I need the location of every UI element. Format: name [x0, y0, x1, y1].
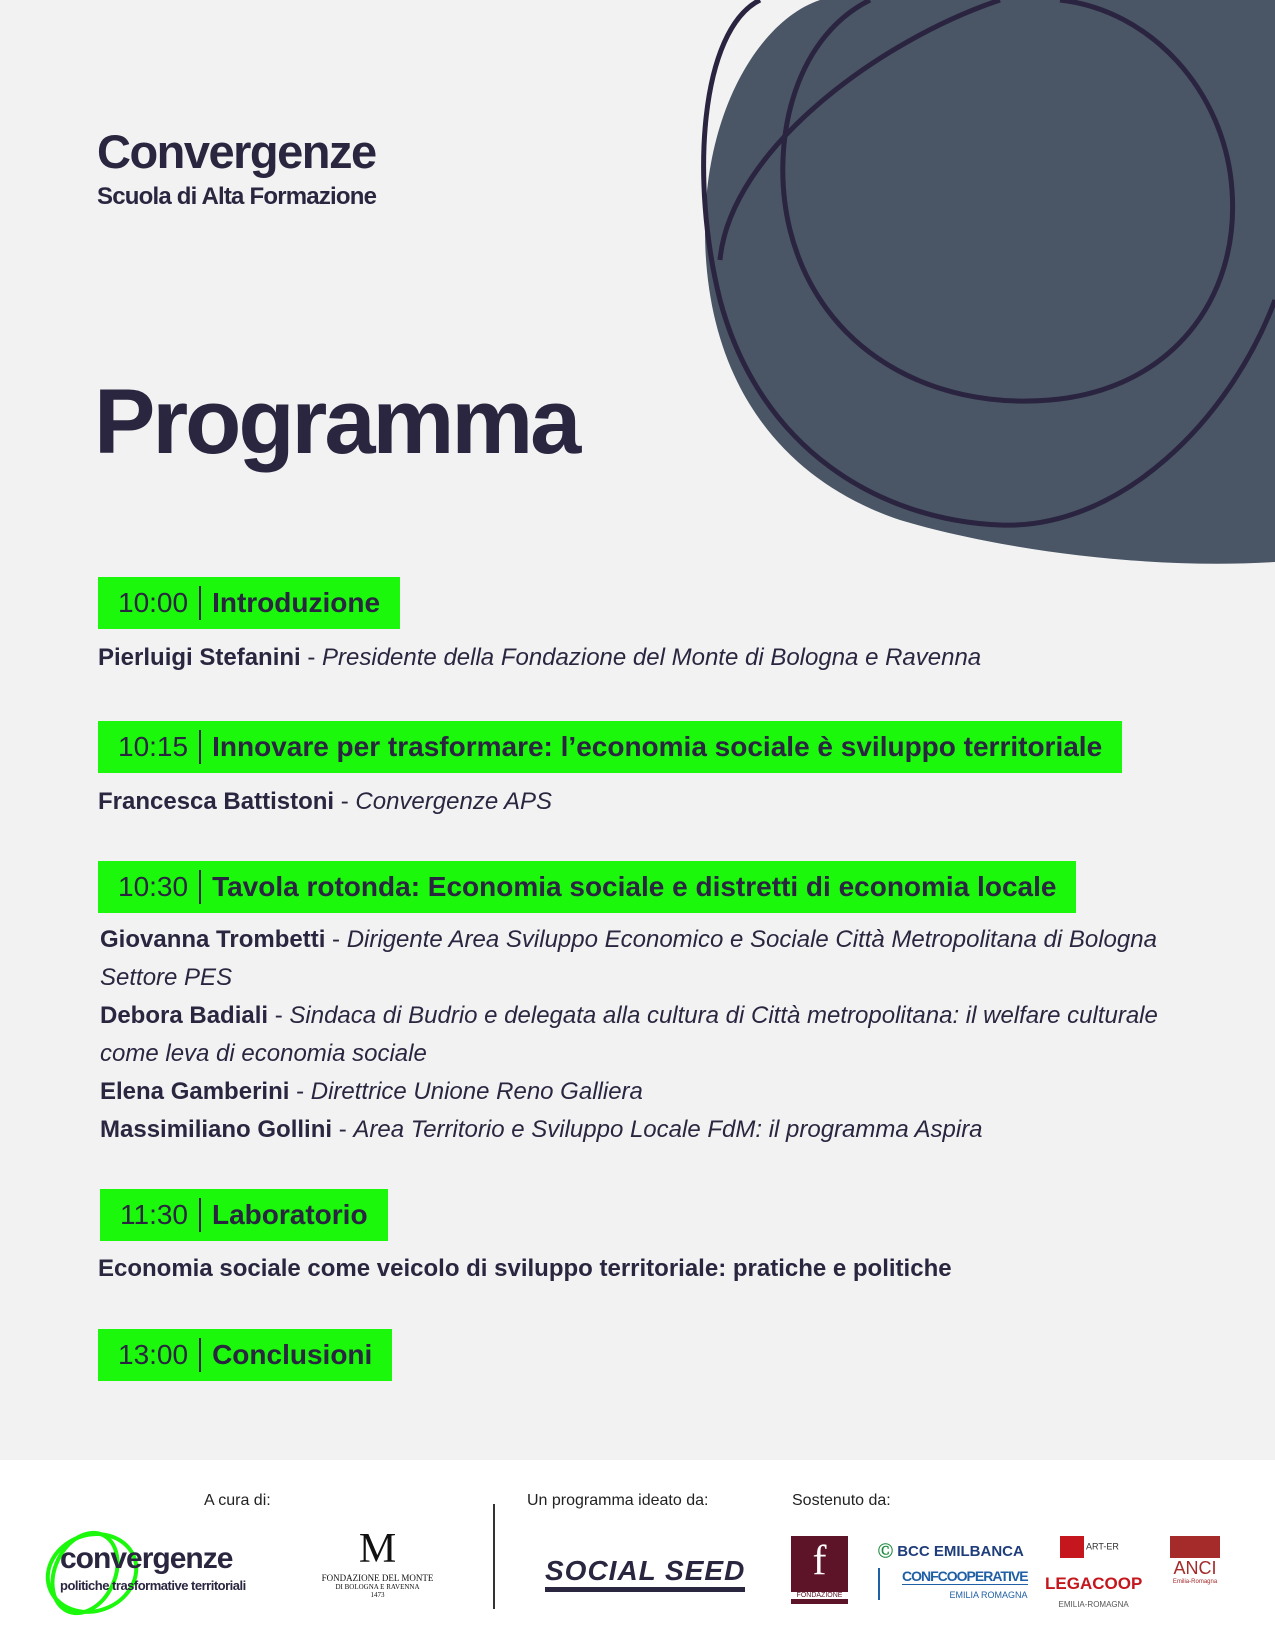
- speaker-role: Dirigente Area Sviluppo Economico e Sociale Città Metropolitana di Bologna Settore PES: [100, 926, 1157, 991]
- brand-subtitle: Scuola di Alta Formazione: [97, 183, 377, 210]
- speaker-name: Pierluigi Stefanini: [98, 644, 301, 671]
- curated-label: A cura di:: [204, 1492, 271, 1509]
- agenda-item: [98, 1329, 392, 1381]
- speaker-role: Convergenze APS: [355, 788, 552, 815]
- agenda-title: Innovare per trasformare: l’economia sociale è sviluppo territoriale: [212, 731, 1103, 762]
- agenda-title: Tavola rotonda: Economia sociale e distretti di economia locale: [212, 871, 1057, 902]
- agenda-time: 11:30: [120, 1199, 188, 1230]
- speaker-name: Francesca Battistoni: [98, 788, 335, 815]
- speaker-role: Presidente della Fondazione del Monte di Bologna e Ravenna: [322, 644, 982, 671]
- agenda-time: 10:30: [118, 871, 189, 902]
- page-title: Programma: [94, 371, 579, 473]
- agenda-item: 10:00 Introduzione Pierluigi Stefanini - Presidente della Fondazione del Monte di Bologna e Ravenna: [98, 577, 1158, 677]
- speaker-name: Elena Gamberini: [100, 1078, 290, 1105]
- ideated-label: Un programma ideato da:: [527, 1492, 709, 1509]
- legacoop-logo: LEGACOOP EMILIA-ROMAGNA: [1045, 1574, 1143, 1609]
- bcc-emilbanca-logo: Ⓒ BCC EMILBANCA: [878, 1543, 1024, 1560]
- agenda-title: Laboratorio: [212, 1199, 368, 1230]
- fondazione-logo: f FONDAZIONE: [791, 1536, 848, 1604]
- decorative-blob: [0, 0, 1275, 580]
- speaker-role: Sindaca di Budrio e delegata alla cultura di Città metropolitana: il welfare culturale come leva di economia sociale: [100, 1002, 1158, 1067]
- agenda-time: 13:00: [118, 1339, 189, 1370]
- agenda-description: Economia sociale come veicolo di sviluppo territoriale: pratiche e politiche: [98, 1255, 952, 1282]
- speaker-name: Massimiliano Gollini: [100, 1116, 333, 1143]
- agenda-time: 10:15: [118, 731, 189, 762]
- agenda-title: Introduzione: [212, 587, 381, 618]
- speaker-name: Debora Badiali: [100, 1002, 269, 1029]
- fondazione-del-monte-logo: M FONDAZIONE DEL MONTE DI BOLOGNA E RAVENNA 1473: [321, 1526, 434, 1599]
- agenda-item: 10:30 Tavola rotonda: Economia sociale e distretti di economia locale Giovanna Trombetti - Dirigente Area Sviluppo Economico e Sociale Città Metropolitana di Bologna Settore PES Debora Badiali - Sindaca di Budrio e delegata alla cultura di Città metropolitana: il welfare culturale come leva di economia sociale Elena Gamberini - Direttrice Unione Reno Galliera Massimiliano Gollini - Area Territorio e Sviluppo Locale FdM: il programma Aspira: [98, 861, 1158, 1149]
- confcooperative-logo: CONFCOOPERATIVE EMILIA ROMAGNA: [878, 1568, 1028, 1600]
- agenda-item: 10:15 Innovare per trasformare: l’economia sociale è sviluppo territoriale Francesca Battistoni - Convergenze APS: [98, 721, 1158, 821]
- speaker-role: Direttrice Unione Reno Galliera: [310, 1078, 643, 1105]
- agenda-item: [98, 1189, 952, 1283]
- social-seed-logo: SOCIAL SEED: [545, 1555, 745, 1592]
- convergenze-logo: convergenze politiche trasformative territoriali: [40, 1528, 270, 1618]
- anci-logo: ANCI Emilia-Romagna: [1170, 1536, 1220, 1585]
- agenda-time: 10:00: [118, 587, 189, 618]
- brand-header: [97, 125, 377, 211]
- divider: [493, 1504, 495, 1609]
- supported-label: Sostenuto da:: [792, 1492, 891, 1509]
- brand-name: Convergenze: [97, 125, 376, 178]
- speaker-name: Giovanna Trombetti: [100, 926, 326, 953]
- speaker-role: Area Territorio e Sviluppo Locale FdM: il programma Aspira: [353, 1116, 983, 1143]
- agenda-title: Conclusioni: [212, 1339, 373, 1370]
- art-er-logo: ART-ER: [1060, 1536, 1119, 1558]
- footer: [0, 1460, 1275, 1650]
